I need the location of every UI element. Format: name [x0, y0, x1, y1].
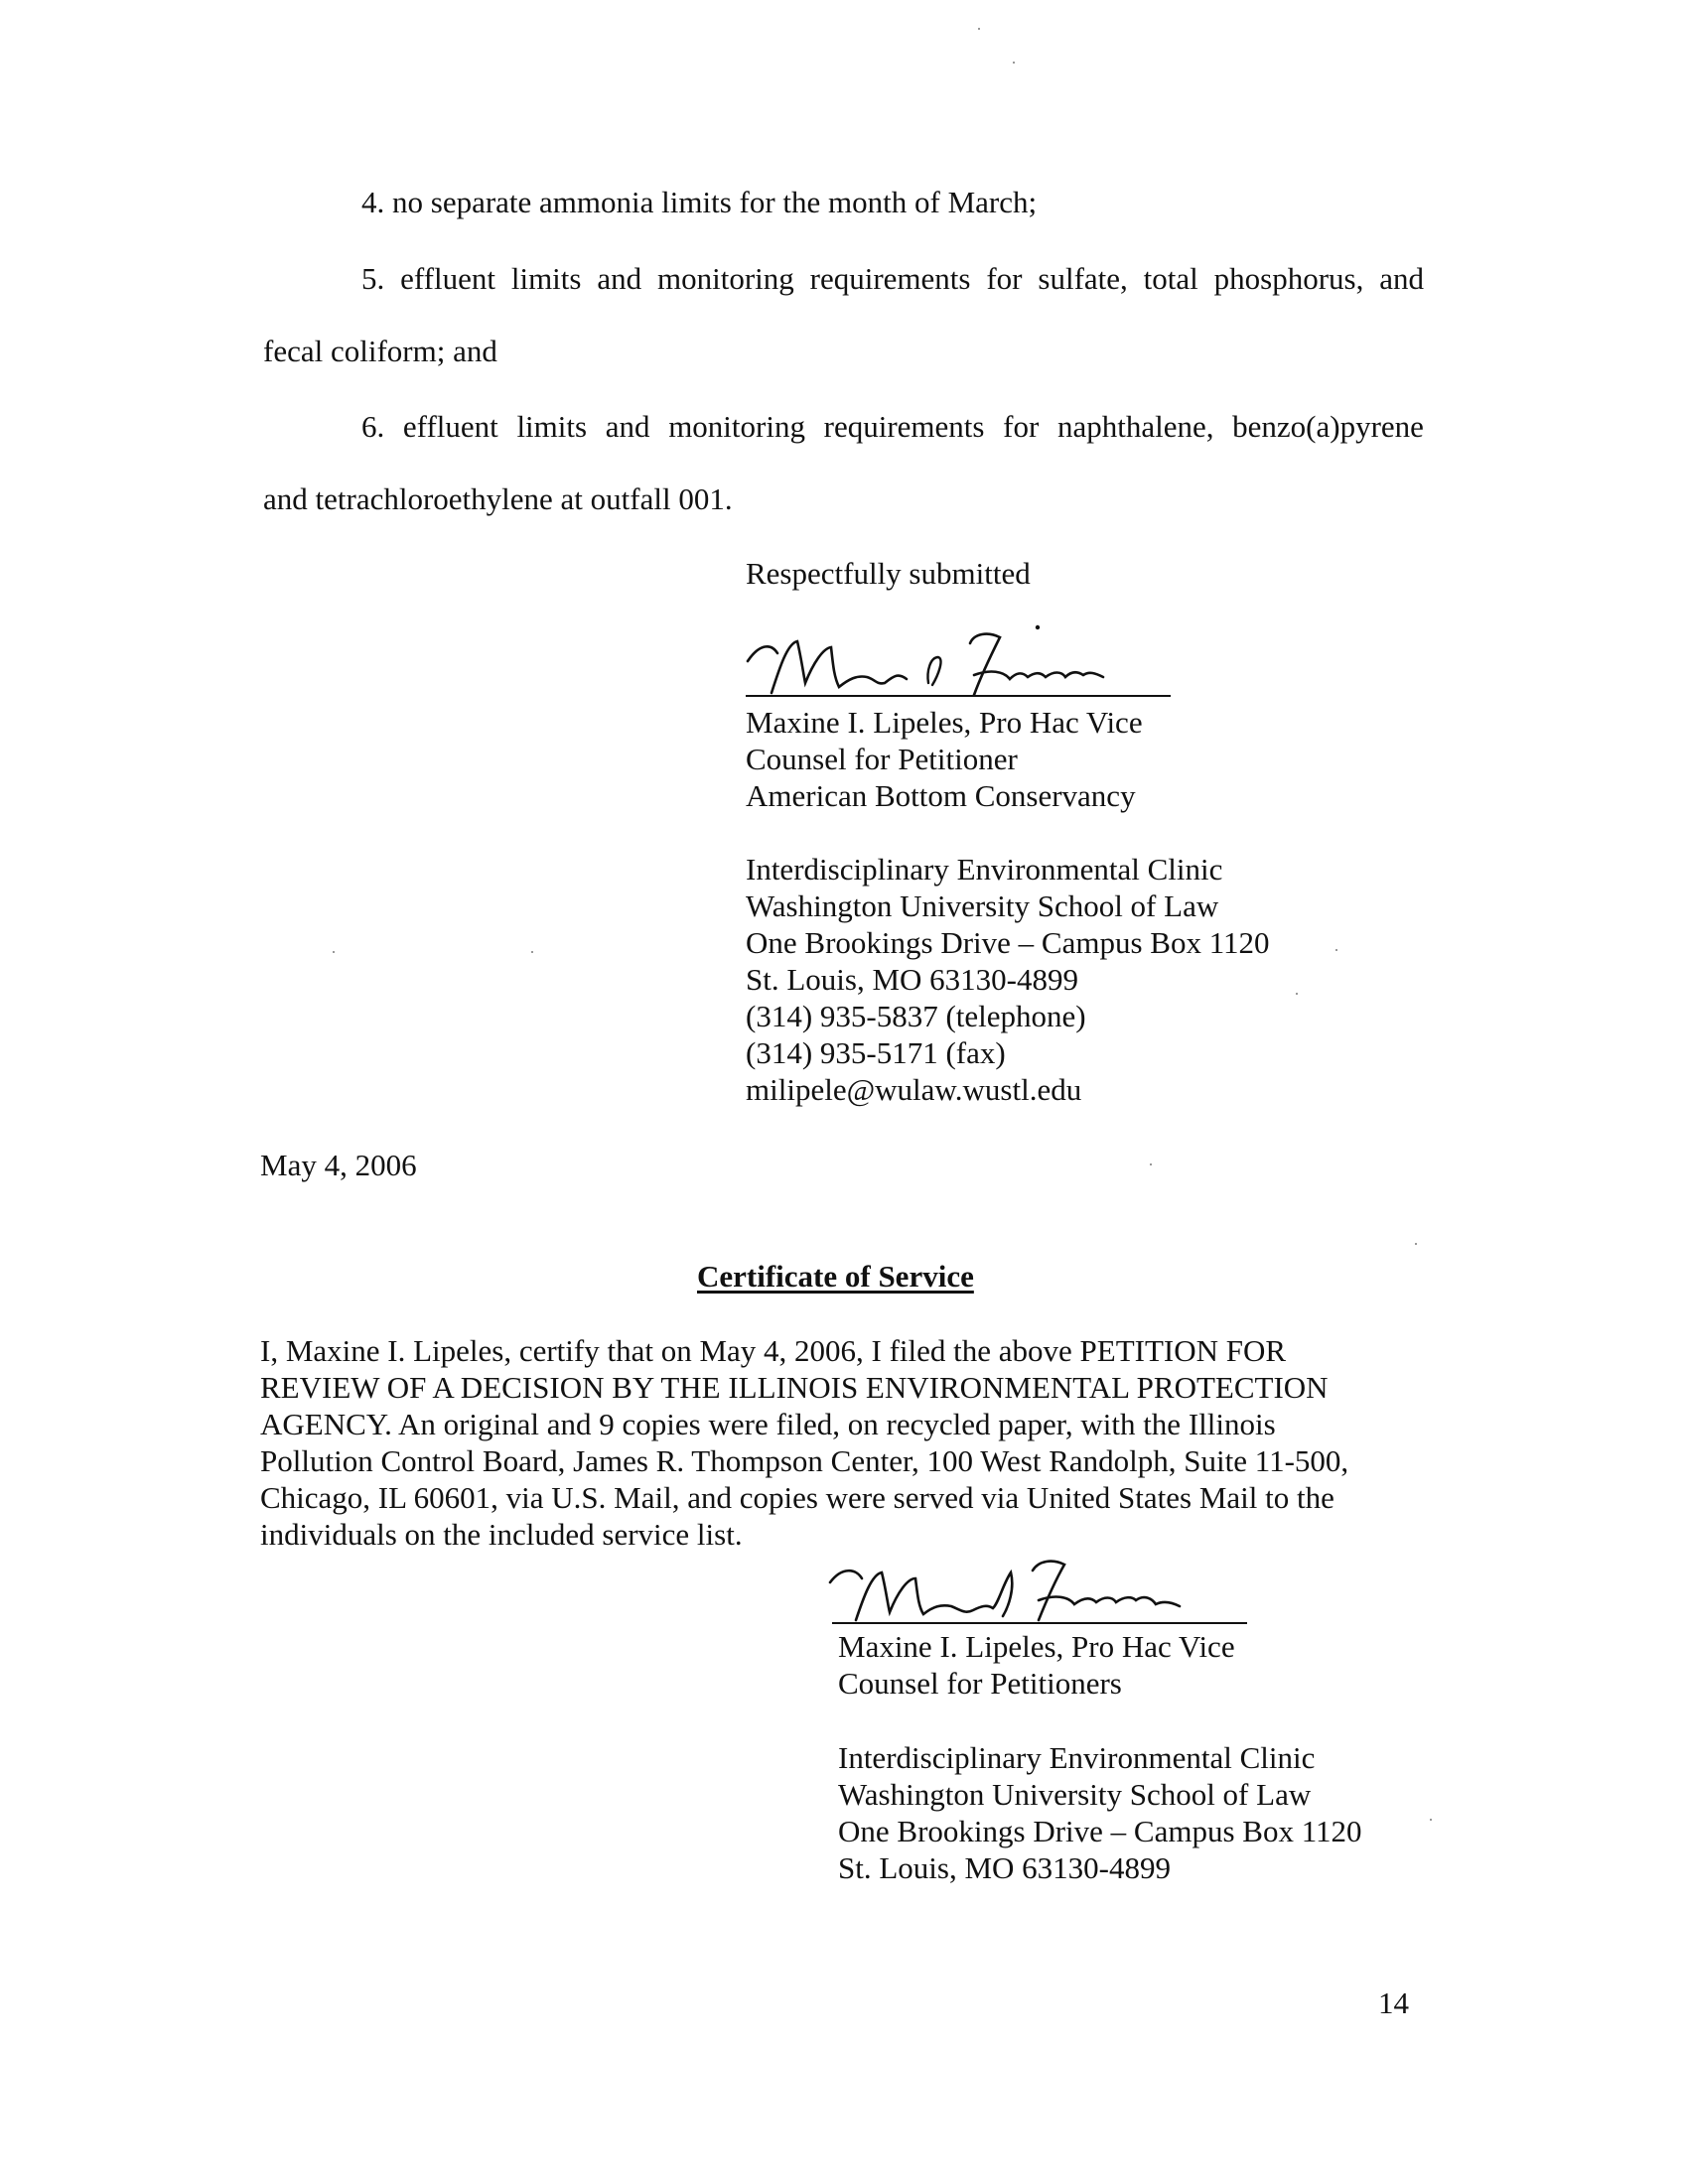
word: for — [986, 261, 1023, 296]
certificate-signatory-role: Counsel for Petitioners — [838, 1666, 1122, 1701]
word: naphthalene, — [1056, 409, 1214, 444]
signature-1 — [740, 614, 1157, 708]
word: effluent — [400, 261, 495, 296]
certificate-address-line: St. Louis, MO 63130-4899 — [838, 1850, 1171, 1885]
certificate-title: Certificate of Service — [697, 1259, 974, 1294]
item-5-first-line — [361, 263, 1424, 294]
scan-speck — [333, 951, 335, 953]
word: limits — [516, 409, 588, 444]
certificate-text-line: Chicago, IL 60601, via U.S. Mail, and copies were served via United States Mail to the — [260, 1480, 1334, 1515]
word: effluent — [402, 409, 498, 444]
word: requirements — [809, 261, 971, 296]
certificate-text-line: REVIEW OF A DECISION BY THE ILLINOIS ENVIRONMENTAL PROTECTION — [260, 1370, 1329, 1405]
signatory-role: Counsel for Petitioner — [746, 742, 1018, 776]
respectfully-submitted: Respectfully submitted — [746, 556, 1031, 591]
signature-2 — [822, 1549, 1229, 1633]
client-name: American Bottom Conservancy — [746, 778, 1136, 813]
address-line: St. Louis, MO 63130-4899 — [746, 962, 1078, 997]
item-6-first-line — [361, 411, 1424, 442]
scan-speck — [1430, 1819, 1432, 1821]
address-line: Interdisciplinary Environmental Clinic — [746, 852, 1223, 887]
signatory-name: Maxine I. Lipeles, Pro Hac Vice — [746, 705, 1143, 740]
word: benzo(a)pyrene — [1232, 409, 1424, 444]
certificate-text-line: I, Maxine I. Lipeles, certify that on May 4, 2006, I filed the above PETITION FOR — [260, 1333, 1287, 1368]
address-line: One Brookings Drive – Campus Box 1120 — [746, 925, 1270, 960]
certificate-text-line: individuals on the included service list. — [260, 1517, 743, 1552]
certificate-address-line: One Brookings Drive – Campus Box 1120 — [838, 1814, 1362, 1848]
scan-speck — [1296, 993, 1298, 995]
word: and — [605, 409, 650, 444]
scan-speck — [1150, 1163, 1152, 1165]
word: phosphorus, — [1213, 261, 1364, 296]
certificate-text-line: AGENCY. An original and 9 copies were filed, on recycled paper, with the Illinois — [260, 1407, 1276, 1441]
word: limits — [510, 261, 582, 296]
scan-speck — [531, 951, 533, 953]
certificate-address-line: Interdisciplinary Environmental Clinic — [838, 1740, 1316, 1775]
certificate-text-line: Pollution Control Board, James R. Thompson Center, 100 West Randolph, Suite 11-500, — [260, 1443, 1349, 1478]
email-address: milipele@wulaw.wustl.edu — [746, 1072, 1082, 1107]
document-date: May 4, 2006 — [260, 1148, 417, 1182]
item-6-continuation: and tetrachloroethylene at outfall 001. — [263, 481, 733, 516]
word: 5. — [361, 261, 385, 296]
word: requirements — [823, 409, 985, 444]
address-line: Washington University School of Law — [746, 888, 1219, 923]
word: monitoring — [657, 261, 794, 296]
word: 6. — [361, 409, 385, 444]
word: and — [597, 261, 642, 296]
scan-speck — [978, 28, 980, 30]
scan-speck — [1415, 1243, 1417, 1245]
word: and — [1379, 261, 1424, 296]
scan-speck — [1335, 949, 1337, 951]
word: monitoring — [668, 409, 805, 444]
word: total — [1143, 261, 1198, 296]
signature-line-1 — [746, 695, 1171, 697]
certificate-signatory-name: Maxine I. Lipeles, Pro Hac Vice — [838, 1629, 1235, 1664]
certificate-address-line: Washington University School of Law — [838, 1777, 1312, 1812]
signature-line-2 — [832, 1622, 1247, 1624]
fax-number: (314) 935-5171 (fax) — [746, 1035, 1006, 1070]
word: for — [1003, 409, 1040, 444]
page-number: 14 — [1378, 1985, 1409, 2020]
item-5-continuation: fecal coliform; and — [263, 334, 497, 368]
scan-speck — [1013, 62, 1015, 64]
item-4: 4. no separate ammonia limits for the month of March; — [361, 185, 1038, 219]
phone-number: (314) 935-5837 (telephone) — [746, 999, 1086, 1033]
word: sulfate, — [1038, 261, 1128, 296]
